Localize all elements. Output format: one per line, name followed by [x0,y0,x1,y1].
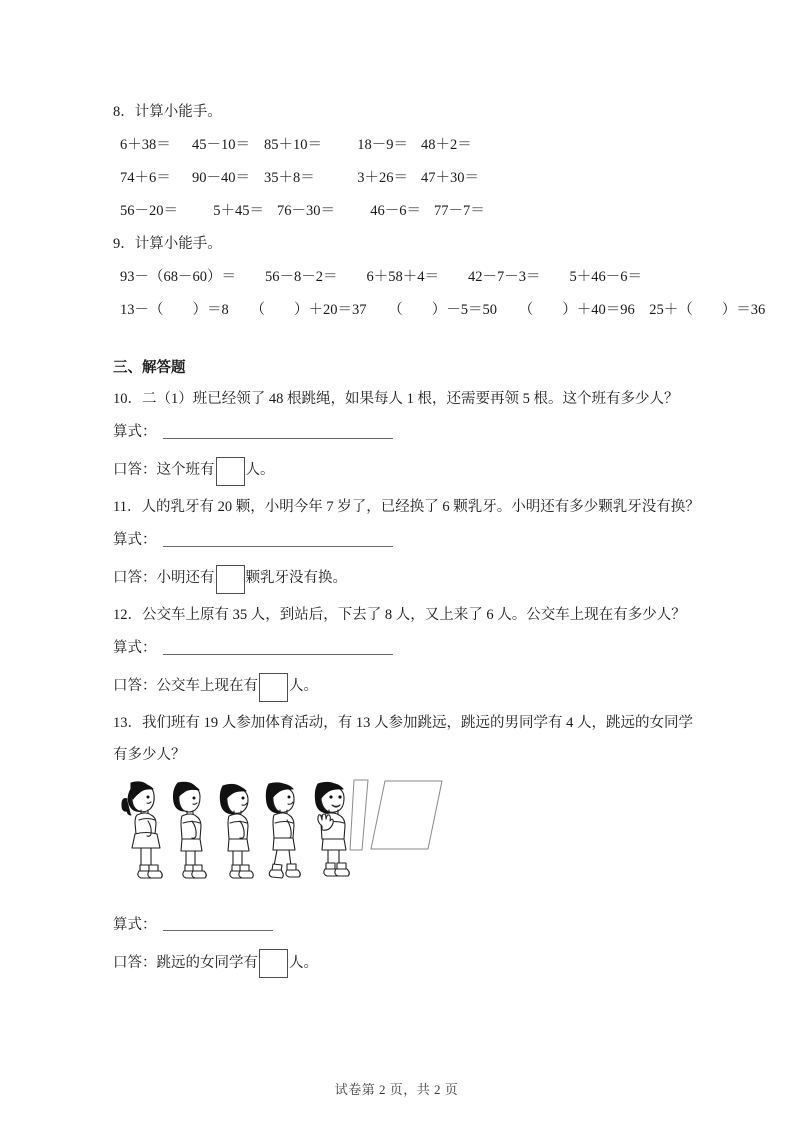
page-footer: 试卷第 2 页，共 2 页 [334,1082,459,1097]
calc-cell: 76－30＝ [277,203,335,219]
word-problem-12 [113,599,686,707]
calc-cell: 46－6＝ [370,203,421,219]
page-content [113,96,766,984]
question-9-row-2: 13－（ ）＝8 （ ）＋20＝37 （ ）－5＝50 （ ）＋40＝96 25＋（ ）＝36 [120,302,766,318]
calc-cell: 90－40＝ [192,170,250,186]
answer-suffix: 人。 [289,954,318,971]
sand-pit-parallelogram-icon [371,781,442,849]
measuring-stick-icon [350,780,368,850]
children-lining-up-figure [115,777,445,897]
question-11-formula-row [113,523,683,559]
calc-cell: 85＋10＝ [264,137,322,153]
child-boy-icon [174,782,207,878]
question-13-answer-row [113,944,683,984]
question-11-answer-row [113,559,683,599]
calc-cell: 47＋30＝ [421,170,479,186]
formula-label: 算式： [113,640,157,657]
question-13-text-line-2: 有多少人？ [113,747,186,763]
calc-cell: 3＋26＝ [357,170,408,186]
calc-cell: 45－10＝ [192,137,250,153]
child-girl-icon [220,784,253,878]
calc-cell: 56－20＝ [120,203,178,219]
question-12-text: 12．公交车上原有 35 人，到站后，下去了 8 人，又上来了 6 人。公交车上现在有多少人？ [113,607,686,623]
question-8-row-2 [113,162,683,195]
answer-suffix: 颗乳牙没有换。 [245,570,347,587]
question-10-answer-row [113,451,683,491]
child-boy-walking-icon [266,783,300,878]
question-8-title: 8．计算小能手。 [113,104,222,120]
question-13-illustration [115,777,683,908]
answer-label: 口答：这个班有 [113,462,215,479]
answer-box[interactable] [216,565,245,594]
question-10-text: 10．二（1）班已经领了 48 根跳绳，如果每人 1 根，还需要再领 5 根。这个班有多少人？ [113,391,679,407]
answer-label: 口答：跳远的女同学有 [113,954,258,971]
child-waving-icon [315,782,349,876]
formula-answer-line[interactable] [163,438,393,439]
calc-cell: 6＋38＝ [120,137,171,153]
word-problem-10 [113,383,683,491]
answer-label: 口答：公交车上现在有 [113,678,258,695]
question-10-formula-row [113,415,683,451]
answer-box[interactable] [216,457,245,486]
section-heading-answer-questions: 三、解答题 [113,360,186,376]
word-problem-13 [113,707,693,984]
answer-suffix: 人。 [245,462,275,479]
child-girl-ponytail-icon [122,782,162,878]
calc-cell: 35＋8＝ [264,170,315,186]
calc-cell: 5＋45＝ [213,203,264,219]
calc-cell: 48＋2＝ [421,137,472,153]
formula-label: 算式： [113,532,157,549]
question-13-text-line-1: 13．我们班有 19 人参加体育活动，有 13 人参加跳远，跳远的男同学有 4 人，跳远的女同学 [113,715,693,731]
formula-answer-line[interactable] [163,930,273,931]
question-13-formula-row [113,908,683,944]
answer-suffix: 人。 [289,678,318,695]
question-11-text: 11．人的乳牙有 20 颗，小明今年 7 岁了，已经换了 6 颗乳牙。小明还有多少颗乳牙没有换？ [113,499,700,515]
question-8-row-1 [113,129,683,162]
calc-cell: 18－9＝ [357,137,408,153]
question-12-formula-row [113,631,683,667]
answer-label: 口答：小明还有 [113,570,215,587]
question-8-row-3 [113,195,683,228]
formula-label: 算式： [113,424,157,441]
question-12-answer-row [113,667,683,707]
calc-cell: 77－7＝ [434,203,485,219]
question-9-row-1: 93－（68－60）＝ 56－8－2＝ 6＋58＋4＝ 42－7－3＝ 5＋46－6＝ [120,269,642,285]
answer-box[interactable] [259,673,288,702]
answer-box[interactable] [259,949,288,978]
calc-cell: 74＋6＝ [120,170,171,186]
formula-answer-line[interactable] [163,654,393,655]
formula-answer-line[interactable] [163,546,393,547]
formula-label: 算式： [113,916,157,933]
word-problem-11 [113,491,700,599]
question-9-title: 9．计算小能手。 [113,236,222,252]
